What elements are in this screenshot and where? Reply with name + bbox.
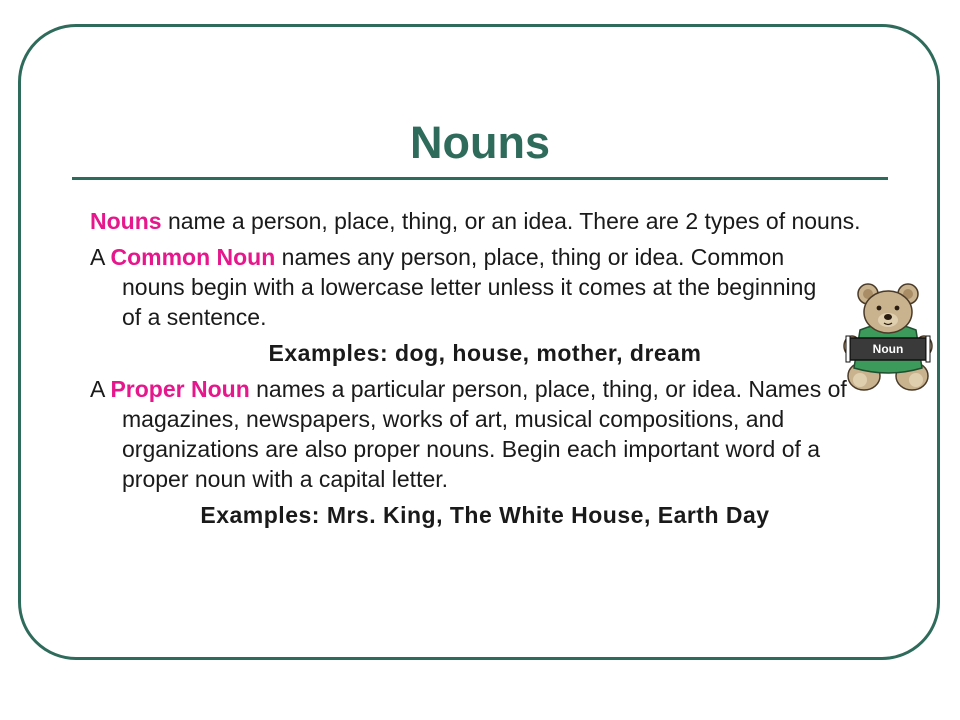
paragraph-nouns-definition: [90, 206, 880, 236]
bear-sign-label: Noun: [872, 342, 904, 356]
proper-noun-examples: Examples: Mrs. King, The White House, Earth Day: [200, 502, 770, 528]
paragraph-prefix: A: [90, 244, 111, 270]
paragraph-common-noun: [90, 242, 880, 332]
title-divider: [72, 177, 888, 180]
term-common-noun: Common Noun: [110, 244, 276, 270]
term-nouns: Nouns: [90, 208, 162, 234]
common-noun-examples: Examples: dog, house, mother, dream: [268, 340, 702, 366]
paragraph-text: names a particular person, place, thing, or idea. Names of magazines, newspapers, works of art, musical compositions, and organizations are also proper nouns. Begin each important word of a proper noun with a capital letter.: [122, 376, 847, 492]
teddy-bear-illustration: [842, 282, 934, 394]
term-proper-noun: Proper Noun: [110, 376, 250, 402]
slide-title: Nouns: [410, 117, 550, 168]
paragraph-text: name a person, place, thing, or an idea. There are 2 types of nouns.: [161, 208, 861, 234]
paragraph-prefix: A: [90, 376, 111, 402]
paragraph-proper-noun: [90, 374, 880, 494]
paragraph-text: names any person, place, thing or idea. Common nouns begin with a lowercase letter unless it comes at the beginning of a sentence.: [122, 244, 817, 330]
slide-body: [90, 206, 880, 536]
